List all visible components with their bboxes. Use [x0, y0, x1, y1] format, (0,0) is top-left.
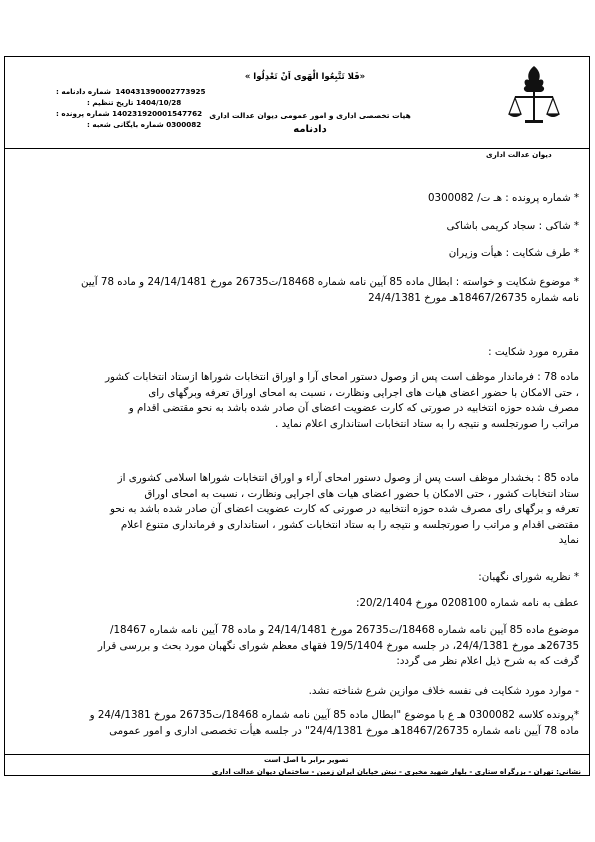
opinion-line: گرفت که به شرح ذیل اعلام نظر می گردد: — [396, 655, 579, 667]
guardian-opinion — [98, 623, 579, 670]
meta-row — [87, 98, 181, 107]
address: نشانی: تهران - بزرگراه ستاری - بلوار شهید مخبری - نبش خیابان ایران زمین - ساختمان دیوان عدالت اداری — [211, 768, 581, 776]
org-name-label: دیوان عدالت اداری — [486, 150, 552, 159]
respondent: * طرف شکایت : هیأت وزیران — [448, 247, 579, 259]
guardian-heading: * نظریه شورای نگهبان: — [478, 571, 579, 583]
article-line: ستاد انتخابات کشور ، حتی الامکان با حضور اعضای هیات های اجرایی ونظارت ، نسبت به امحای اوراق — [144, 487, 579, 500]
doc-type-title: دادنامه — [293, 124, 327, 135]
meta-row — [56, 87, 205, 96]
footer-divider — [4, 754, 590, 755]
article-line: نماید — [558, 534, 579, 546]
article-line: ماده 85 : بخشدار موظف است پس از وصول دستور امحای آراء و اوراق انتخابات شوراها اسلامی کشوری از — [117, 472, 579, 484]
subject-line: نامه شماره 18467/26735هـ مورخ 24/4/1381 — [368, 291, 579, 304]
opinion-line: 26735هـ مورخ 24/4/1381، در جلسه مورخ 19/5/1404 فقهای معظم شورای نگهبان مورد بحث و بررسی قرار — [97, 639, 579, 652]
meta-value: 0300082 — [166, 120, 202, 129]
meta-row — [56, 109, 202, 118]
meta-label: شماره دادنامه : — [56, 87, 111, 96]
meta-value: 1404/10/28 — [136, 98, 182, 107]
meta-label: تاریخ تنظیم : — [87, 98, 134, 107]
meta-value: 140231920001547762 — [112, 109, 203, 118]
ruling-item: - موارد مورد شکایت فی نفسه خلاف موازین شرع شناخته نشد. — [308, 685, 579, 697]
header-divider — [4, 148, 590, 149]
meta-row — [87, 120, 201, 129]
article-line: مقتضی اقدام و مراتب را صورتجلسه و نتیجه را به ستاد انتخابات کشور ، استانداری و فرمانداری متنوع اعلام — [120, 518, 579, 531]
file-line: *پرونده کلاسه 0300082 هـ ع با موضوع "ابطال ماده 85 آیین نامه شماره 18468/ت26735 مورخ 24/4/1381 و — [89, 709, 579, 721]
article-line: تعرفه و برگهای رای مصرف شده حوزه انتخابیه در صورتی که کارت عضویت اعضای آن صادر شده باشد به نحو — [109, 503, 579, 515]
letter-reference: عطف به نامه شماره 0208100 مورخ 20/2/1404: — [355, 597, 579, 609]
article-85 — [110, 471, 579, 549]
bismillah-verse: «فَلا تَتَّبِعُوا الْهَوى اَنْ تَعْدِلُوا » — [244, 72, 366, 82]
file-paragraph — [90, 708, 579, 739]
copy-note: تصویر برابر با اصل است — [264, 756, 349, 764]
meta-label: شماره بایگانی شعبه : — [87, 120, 164, 129]
article-78 — [105, 370, 579, 432]
article-line: ، حتی الامکان با حضور اعضای هیات های اجرایی ونظارت ، نسبت به امحای اوراق تعرفه وبرگهای رای — [148, 386, 579, 399]
complainant: * شاکی : سجاد کریمی باشاکی — [446, 220, 579, 232]
file-line: ماده 78 آیین نامه شماره 18467/26735هـ مورخ 24/4/1381" در جلسه هیأت تخصصی اداری و امور عمومی — [109, 724, 579, 737]
opinion-line: موضوع ماده 85 آیین نامه شماره 18468/ت26735 مورخ 24/14/1481 و ماده 78 آیین نامه شماره 18467/ — [110, 624, 579, 636]
regulations-heading: مقرره مورد شکایت : — [488, 346, 579, 358]
article-line: ماده 78 : فرماندار موظف است پس از وصول دستور امحای آرا و اوراق انتخابات شوراها ازستاد انتخابات کشور — [105, 371, 579, 383]
meta-label: شماره پرونده : — [56, 109, 110, 118]
article-line: مراتب را صورتجلسه و نتیجه را به ستاد انتخابات استانداری اعلام نماید . — [275, 417, 579, 430]
emblem-icon — [505, 62, 563, 144]
article-line: مصرف شده حوزه انتخابیه در صورتی که کارت عضویت اعضای آن صادر شده باشد به نحو مقتضی اقدام و — [128, 402, 579, 414]
subject-paragraph — [81, 275, 579, 306]
case-number: * شماره پرونده : هـ ت/ 0300082 — [428, 192, 579, 204]
board-title: هیات تخصصی اداری و امور عمومی دیوان عدالت اداری — [209, 111, 411, 120]
subject-line: * موضوع شکایت و خواسته : ابطال ماده 85 آیین نامه شماره 18468/ت26735 مورخ 24/14/1481 و ماده 78 آیین — [80, 276, 579, 288]
meta-value: 140431390002773925 — [115, 87, 206, 96]
